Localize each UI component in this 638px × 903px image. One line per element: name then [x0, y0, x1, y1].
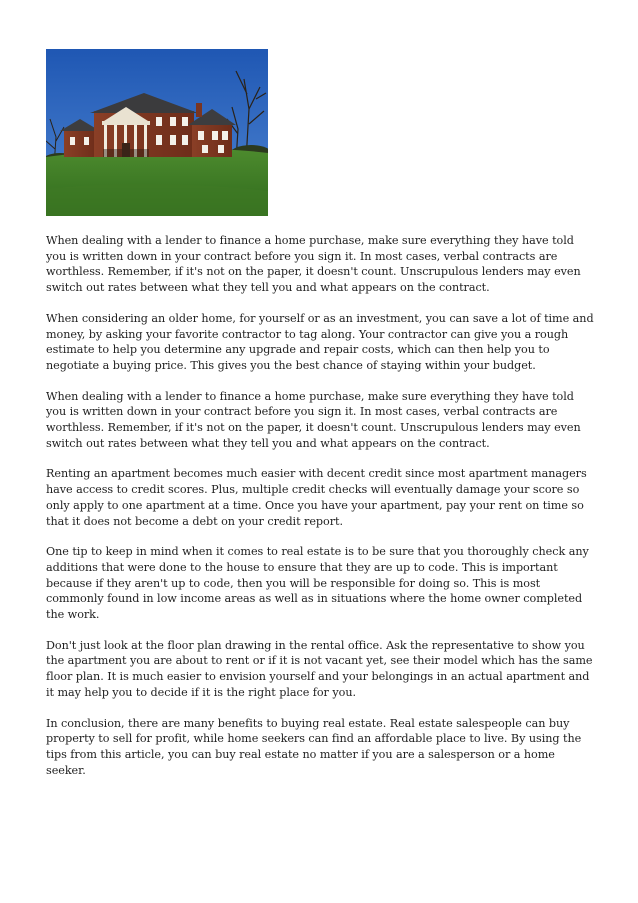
article-body	[46, 233, 596, 793]
paragraph-lender-contract-repeat: When dealing with a lender to finance a home purchase, make sure everything they have told you is written down in your contract before you sign it. In most cases, verbal contracts are worthless. Remember, if it's not on the paper, it doesn't count. Unscrupulous lenders may even switch out rates between what they tell you and what appears on the contract.	[46, 389, 581, 450]
paragraph-older-home-contractor: When considering an older home, for yourself or as an investment, you can save a lot of time and money, by asking your favorite contractor to tag along. Your contractor can give you a rough estimate to help you determine any upgrade and repair costs, which can then help you to negotiate a buying price. This gives you the best chance of staying within your budget.	[46, 311, 594, 372]
house-photo-illustration	[46, 49, 268, 216]
paragraph-floor-plan: Don't just look at the floor plan drawing in the rental office. Ask the representative to show you the apartment you are about to rent or if it is not vacant yet, see their model which has the same floor plan. It is much easier to envision yourself and your belongings in an actual apartment and it may help you to decide if it is the right place for you.	[46, 638, 593, 699]
paragraph-conclusion: In conclusion, there are many benefits to buying real estate. Real estate salespeople can buy property to sell for profit, while home seekers can find an affordable place to live. By using the tips from this article, you can buy real estate no matter if you are a salesperson or a home seeker.	[46, 716, 582, 777]
paragraph-lender-contract: When dealing with a lender to finance a home purchase, make sure everything they have told you is written down in your contract before you sign it. In most cases, verbal contracts are worthless. Remember, if it's not on the paper, it doesn't count. Unscrupulous lenders may even switch out rates between what they tell you and what appears on the contract.	[46, 234, 581, 295]
paragraph-renting-credit: Renting an apartment becomes much easier with decent credit since most apartment managers have access to credit scores. Plus, multiple credit checks will eventually damage your score so only apply to one apartment at a time. Once you have your apartment, pay your rent on time so that it does not become a debt on your credit report.	[46, 467, 587, 528]
paragraph-additions-code: One tip to keep in mind when it comes to real estate is to be sure that you thoroughly check any additions that were done to the house to ensure that they are up to code. This is important because if they aren't up to code, then you will be responsible for doing so. This is most commonly found in low income areas as well as in situations where the home owner completed the work.	[46, 545, 589, 622]
house-photo	[46, 49, 268, 216]
